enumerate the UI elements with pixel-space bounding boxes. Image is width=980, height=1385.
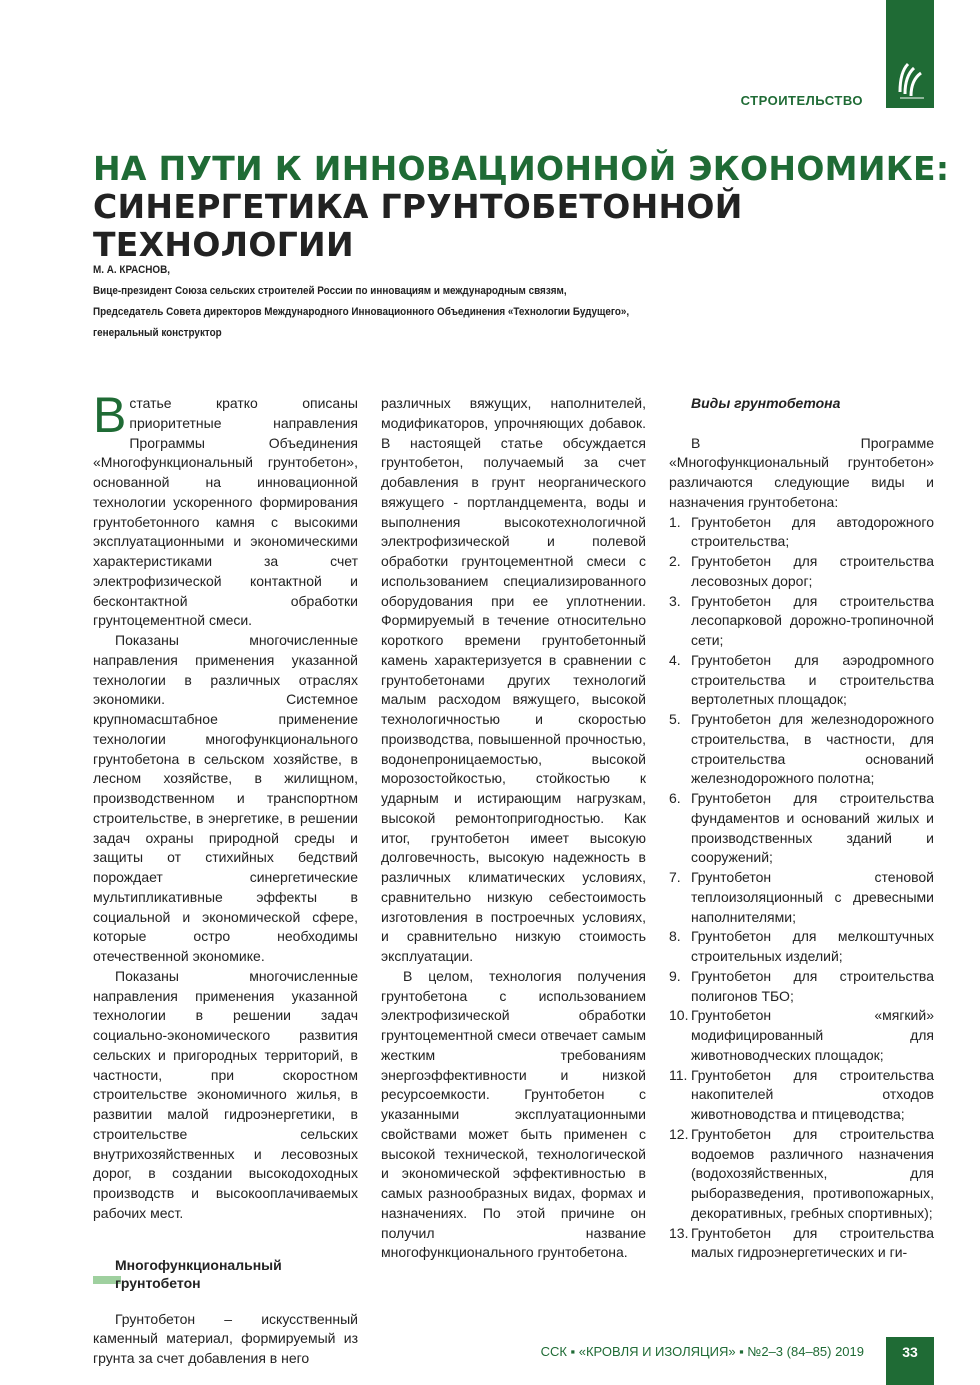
page-number: 33	[886, 1337, 934, 1385]
list-number: 13.	[669, 1224, 689, 1241]
paragraph: Грунтобетон – искусственный каменный материал, формируемый из грунта за счет добавления в него	[93, 1310, 358, 1366]
types-list	[669, 513, 934, 1264]
paragraph: различных вяжущих, наполнителей, модификаторов, упрочняющих добавок. В настоящей статье обсуждается грунтобетон, получаемый за счет добавления в грунт неорганического вяжущего - портландцемента, воды и выполнения высокотехнологичной электрофизической и полевой обработки грунтоцементной смеси с использованием специализированного оборудования при ее уплотнении. Формируемый в течение относительно короткого времени грунтобетонный камень характеризуется в сравнении с грунтобетонами других технологий малым расходом вяжущего, высокой технологичностью и скоростью производства, повышенной прочностью, водонепроницаемостью, высокой морозостойкостью, стойкостью к ударным и истирающим нагрузкам, высокой ремонтопригодностью. Как итог, грунтобетон имеет высокую долговечность, высокую надежность в различных климатических условиях, сравнительно низкую себестоимость изготовления в построечных условиях, и сравнительно низкую стоимость эксплуатации.	[381, 395, 646, 964]
author-position: генеральный конструктор	[93, 327, 222, 339]
list-item	[669, 1006, 934, 1065]
list-item	[669, 592, 934, 651]
list-text: Грунтобетон для автодорожного строительства;	[691, 513, 934, 550]
section-tab	[886, 0, 934, 108]
list-number: 5.	[669, 711, 681, 727]
list-item	[669, 651, 934, 710]
list-text: Грунтобетон для строительства лесовозных дорог;	[691, 553, 934, 589]
list-number: 2.	[669, 553, 681, 569]
title-line-2: СИНЕРГЕТИКА ГРУНТОБЕТОННОЙ ТЕХНОЛОГИИ	[93, 187, 743, 264]
list-item	[669, 927, 934, 967]
list-item	[669, 967, 934, 1007]
list-text: Грунтобетон стеновой теплоизоляционный с древесными наполнителями;	[691, 869, 934, 925]
author-name: М. А. КРАСНОВ,	[93, 264, 170, 276]
list-text: Грунтобетон для мелкоштучных строительных изделий;	[691, 928, 934, 964]
list-text: Грунтобетон для аэродромного строительства и строительства вертолетных площадок;	[691, 651, 934, 708]
logo-icon	[894, 58, 926, 100]
list-item	[669, 1224, 934, 1264]
list-item	[669, 710, 934, 789]
title-line-1: НА ПУТИ К ИННОВАЦИОННОЙ ЭКОНОМИКЕ:	[93, 149, 950, 188]
list-item	[669, 1066, 934, 1125]
list-number: 11.	[669, 1066, 688, 1083]
list-text: Грунтобетон для строительства накопителей отходов животноводства и птицеводства;	[691, 1066, 934, 1122]
list-text: Грунтобетон «мягкий» модифицированный для животноводческих площадок;	[691, 1007, 934, 1063]
author-block	[93, 260, 629, 344]
article-title	[93, 150, 980, 264]
list-number: 12.	[669, 1125, 689, 1142]
list-number: 6.	[669, 790, 681, 806]
list-number: 7.	[669, 869, 681, 885]
list-text: Грунтобетон для строительства полигонов ТБО;	[691, 967, 934, 1004]
paragraph: Показаны многочисленные направления применения указанной технологии в решении задач социально-экономического развития сельских и пригородных территорий, в частности, при скоростном строительстве экономичного жилья, в развитии малой гидроэнергетики, в строительстве сельских внутрихозяйственных и лесовозных дорог, в создании высокодоходных производств и высокооплачиваемых рабочих мест.	[93, 967, 358, 1221]
list-item	[669, 513, 934, 553]
list-text: Грунтобетон для железнодорожного строительства, в частности, для строительства оснований железнодорожного полотна;	[691, 711, 934, 787]
author-position: Вице-президент Союза сельских строителей России по инновациям и международным связям,	[93, 285, 567, 297]
paragraph: В целом, технология получения грунтобетона с использованием электрофизической обработки грунтоцементной смеси отвечает самым жестким требованиям энергоэффективности и низкой ресурсоемкости. Грунтобетон с указанными эксплуатационными свойствами может быть применен с высокой технической, технологической и экономической эффективностью в самых разнообразных видах, формах и назначениях. По этой причине он получил название многофункционального грунтобетона.	[381, 967, 646, 1261]
paragraph-text: статье кратко описаны приоритетные направления Программы Объединения «Многофункциональный грунтобетон», основанной на инновационной технологии ускоренного формирования грунтобетонного камня с высокими эксплуатационными и экономическими характеристиками за счет электрофизической контактной и бесконтактной обработки грунтоцементной смеси.	[93, 395, 358, 629]
list-item	[669, 1125, 934, 1224]
list-item	[669, 552, 934, 592]
column-1	[93, 387, 358, 1369]
list-number: 1.	[669, 513, 681, 530]
paragraph: В Программе «Многофункциональный грунтобетон» различаются следующие виды и назначения грунтобетона:	[669, 434, 934, 510]
list-item	[669, 868, 934, 927]
list-number: 3.	[669, 592, 681, 609]
list-text: Грунтобетон для строительства лесопарковой дорожно-тропиночной сети;	[691, 592, 934, 648]
list-text: Грунтобетон для строительства малых гидроэнергетических и ги-	[691, 1224, 934, 1261]
author-position: Председатель Совета директоров Международного Инновационного Объединения «Технологии Будущего»,	[93, 306, 630, 318]
list-number: 4.	[669, 651, 681, 668]
list-number: 9.	[669, 967, 681, 984]
list-text: Грунтобетон для строительства водоемов различного назначения (водохозяйственных, для рыборазведения, противопожарных, декоративных, гребных спортивных);	[691, 1125, 934, 1221]
list-number: 10.	[669, 1007, 689, 1024]
section-heading: Виды грунтобетона	[691, 395, 841, 411]
list-number: 8.	[669, 928, 681, 945]
drop-cap: В	[93, 387, 127, 443]
column-3	[669, 394, 934, 1263]
list-item	[669, 789, 934, 868]
column-2	[381, 394, 646, 1263]
footer-journal: ССК ▪ «КРОВЛЯ И ИЗОЛЯЦИЯ» ▪ №2–3 (84–85) 2019	[540, 1344, 864, 1359]
subheading	[93, 1256, 358, 1292]
subheading-text: Многофункциональный грунтобетон	[115, 1256, 282, 1291]
paragraph	[93, 387, 358, 631]
paragraph: Показаны многочисленные направления применения указанной технологии в различных отраслях экономики. Системное крупномасштабное применение технологии многофункционального грунтобетона в сельском хозяйстве, в лесном хозяйстве, в жилищном, производственном и транспортном строительстве, в энергетике, в решении задач охраны природной среды и защиты от стихийных бедствий порождает синергетические мультипликативные эффекты в социальной и экономической сфере, которые остро необходимы отечественной экономике.	[93, 632, 358, 964]
list-text: Грунтобетон для строительства фундаментов и оснований жилых и производственных зданий и сооружений;	[691, 790, 934, 866]
section-label: СТРОИТЕЛЬСТВО	[740, 93, 863, 108]
